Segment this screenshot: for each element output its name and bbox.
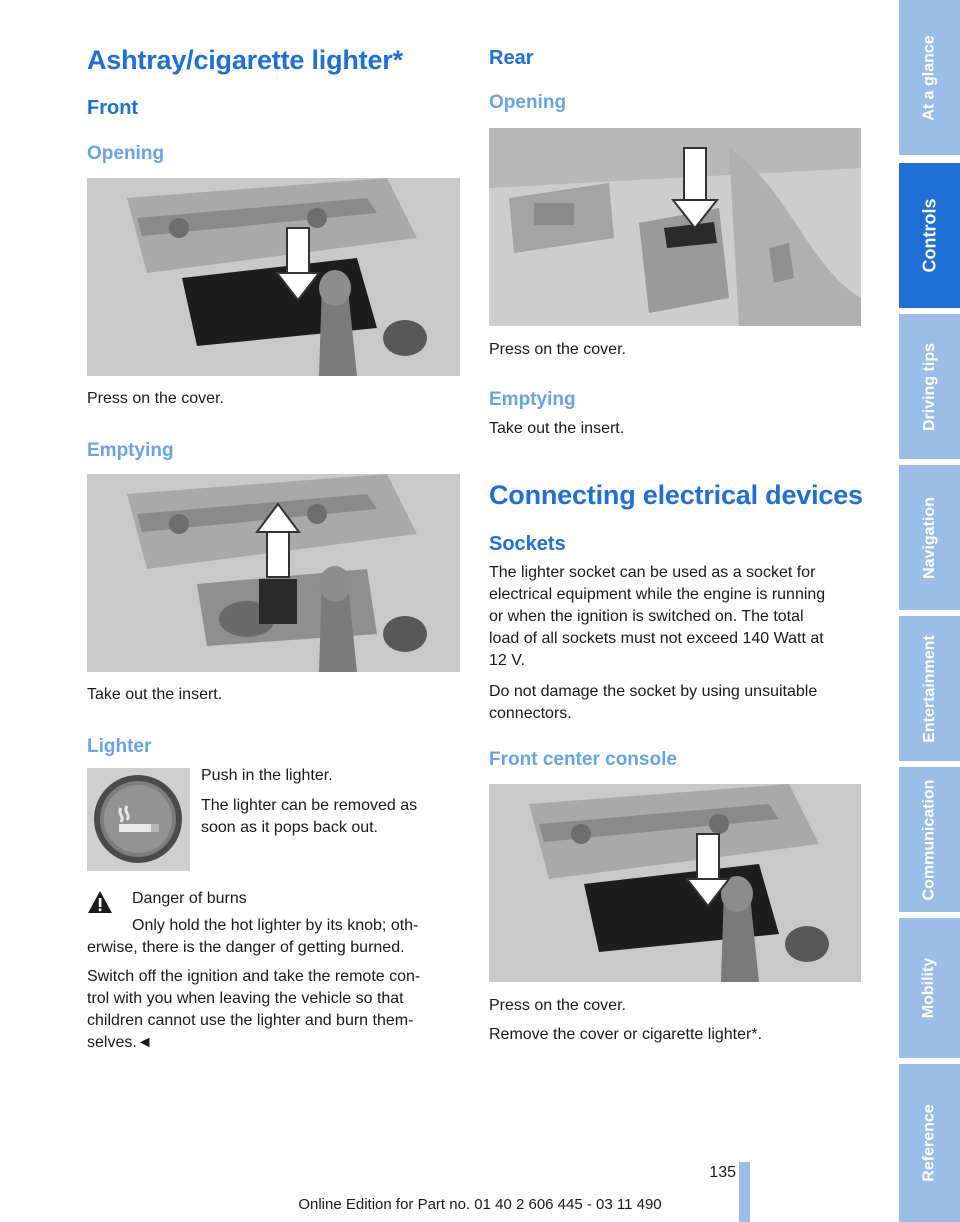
tab-label: At a glance: [920, 34, 938, 121]
warning-icon: [87, 890, 113, 914]
tab-label: Controls: [919, 198, 939, 273]
rear-opening-heading: Opening: [489, 92, 567, 113]
front-opening-heading: Opening: [87, 143, 165, 164]
damage-line: connectors.: [489, 705, 572, 722]
sockets-line: 12 V.: [489, 652, 525, 669]
front-heading: Front: [87, 97, 139, 119]
lighter-heading: Lighter: [87, 736, 152, 757]
tab-driving-tips[interactable]: [899, 314, 960, 459]
console-text-remove: Remove the cover or cigarette lighter*.: [489, 1026, 763, 1043]
tab-label: Driving tips: [920, 342, 938, 431]
sockets-line: electrical equipment while the engine is running: [489, 586, 826, 603]
sockets-heading: Sockets: [489, 533, 566, 555]
page-number: 135: [709, 1164, 736, 1181]
lighter-text-removed-1: The lighter can be removed as: [201, 797, 418, 814]
front-center-console-heading: Front center console: [489, 749, 677, 770]
front-emptying-text: Take out the insert.: [87, 686, 223, 703]
rear-opening-text: Press on the cover.: [489, 341, 626, 358]
lighter-text-push: Push in the lighter.: [201, 767, 333, 784]
ignition-line: Switch off the ignition and take the remote con-: [87, 968, 421, 985]
ignition-line: selves.◄: [87, 1034, 153, 1051]
lighter-text-removed-2: soon as it pops back out.: [201, 819, 378, 836]
tab-label: Mobility: [920, 957, 938, 1019]
sockets-line: load of all sockets must not exceed 140 Watt at: [489, 630, 824, 647]
tab-label: Reference: [920, 1104, 938, 1182]
tab-label: Entertainment: [920, 634, 938, 743]
tab-label: Communication: [920, 779, 938, 900]
rear-heading: Rear: [489, 47, 534, 69]
sockets-line: or when the ignition is switched on. The total: [489, 608, 804, 625]
tab-at-a-glance[interactable]: [899, 0, 960, 155]
rear-emptying-text: Take out the insert.: [489, 420, 625, 437]
front-ashtray-emptying-photo: [87, 474, 460, 672]
footer-edition: Online Edition for Part no. 01 40 2 606 445 - 03 11 490: [298, 1196, 662, 1213]
rear-ashtray-opening-photo: [489, 128, 861, 326]
ignition-line: trol with you when leaving the vehicle so that: [87, 990, 404, 1007]
damage-line: Do not damage the socket by using unsuitable: [489, 683, 818, 700]
chapter-tabs: [899, 0, 960, 1222]
front-center-console-photo: [489, 784, 861, 982]
rear-emptying-heading: Emptying: [489, 389, 576, 410]
tab-communication[interactable]: [899, 767, 960, 912]
sockets-line: The lighter socket can be used as a socket for: [489, 564, 816, 581]
section-title-connecting: Connecting electrical devices: [489, 480, 863, 510]
tab-label: Navigation: [920, 496, 938, 579]
front-emptying-heading: Emptying: [87, 440, 174, 461]
tab-navigation[interactable]: [899, 465, 960, 610]
cigarette-icon: [115, 804, 163, 836]
section-title-ashtray: Ashtray/cigarette lighter*: [87, 45, 403, 75]
front-ashtray-opening-photo: [87, 178, 460, 376]
tab-entertainment[interactable]: [899, 616, 960, 761]
tab-controls[interactable]: [899, 163, 960, 308]
lighter-photo: [87, 768, 190, 871]
ignition-line: children cannot use the lighter and burn them-: [87, 1012, 414, 1029]
warning-title: Danger of burns: [132, 890, 247, 907]
page-number-bar: [739, 1162, 750, 1222]
warning-line-1: Only hold the hot lighter by its knob; oth-: [132, 917, 419, 934]
front-opening-text: Press on the cover.: [87, 390, 224, 407]
tab-mobility[interactable]: [899, 918, 960, 1058]
warning-line-2: erwise, there is the danger of getting burned.: [87, 939, 405, 956]
console-text-press: Press on the cover.: [489, 997, 626, 1014]
